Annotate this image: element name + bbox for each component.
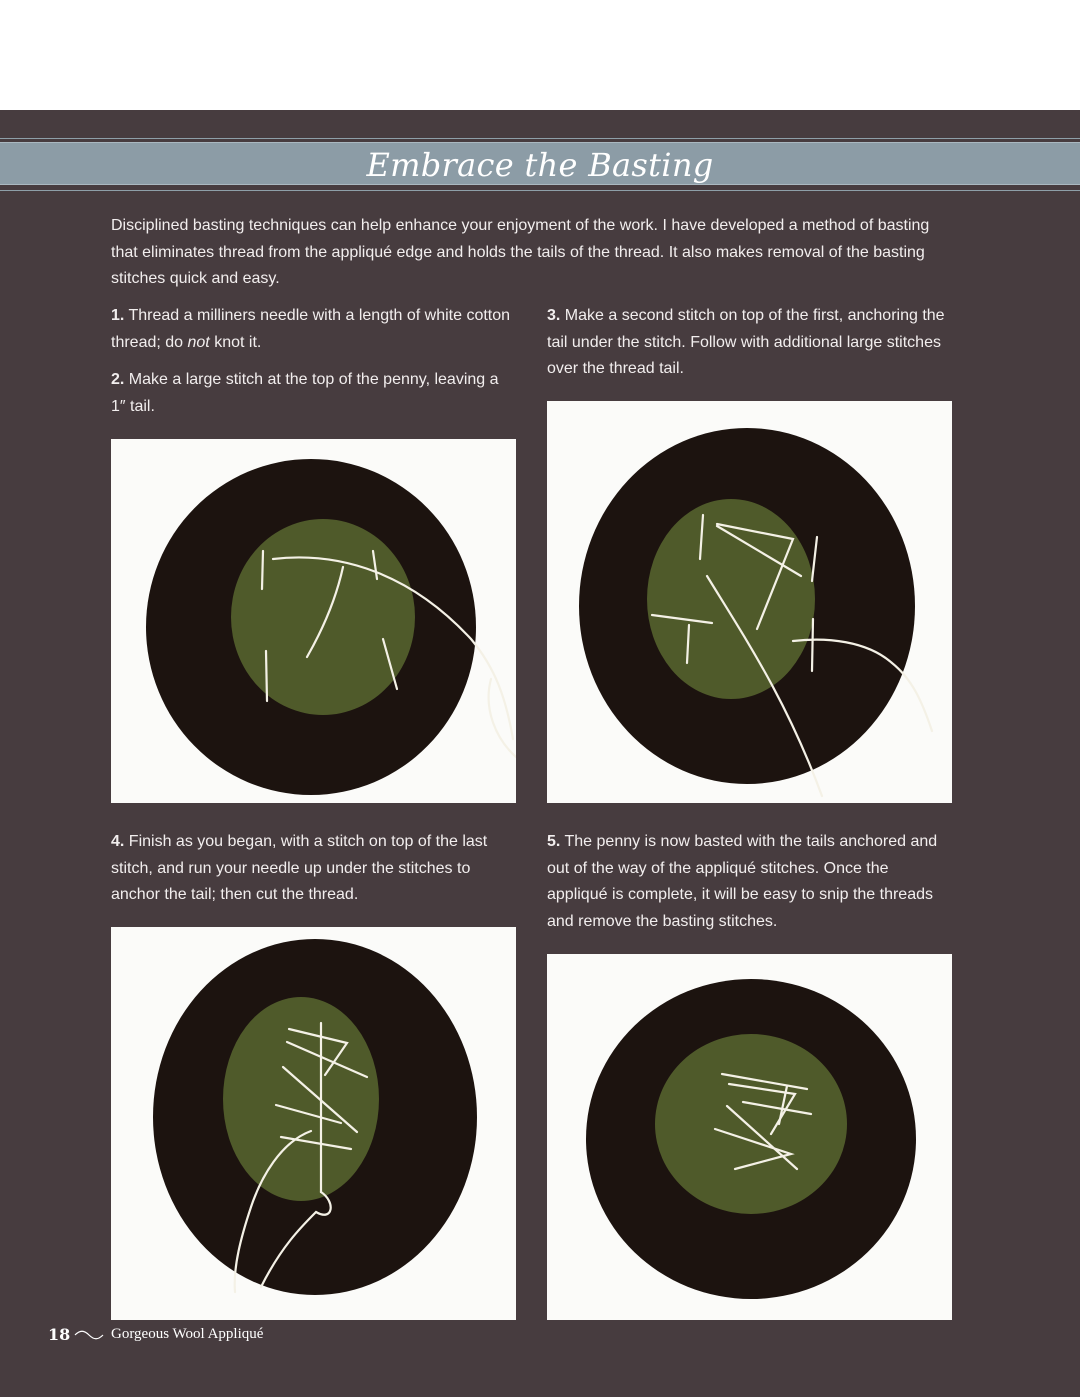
step-text: Finish as you began, with a stitch on top of the last stitch, and run your needle up under the stitches to anchor the tail; then cut the thread. [111, 833, 488, 903]
running-footer-title: Gorgeous Wool Appliqué [111, 1326, 264, 1342]
step-number: 2. [111, 371, 125, 388]
step-emphasis: not [187, 333, 210, 351]
step-5 [547, 829, 947, 935]
page-number: 18 [48, 1325, 71, 1344]
swash-ornament-icon [74, 1329, 104, 1341]
step-text: Thread a milliners needle with a length of white cotton thread; do [111, 307, 511, 351]
banner-rule-bottom [0, 190, 1080, 191]
step-text: knot it. [209, 333, 262, 351]
step-3 [547, 303, 947, 383]
step-number: 3. [547, 307, 561, 324]
step-text: Make a large stitch at the top of the penny, leaving a 1″ tail. [111, 371, 499, 415]
photo-step-4 [111, 927, 516, 1320]
photo-step-3 [547, 401, 952, 803]
photo-step-5 [547, 954, 952, 1320]
page-title: Embrace the Basting [366, 146, 714, 184]
photo-step-2 [111, 439, 516, 803]
step-2 [111, 367, 511, 420]
intro-paragraph: Disciplined basting techniques can help enhance your enjoyment of the work. I have developed a method of basting that eliminates thread from the appliqué edge and holds the tails of the thread. It also makes removal of the basting stitches quick and easy. [111, 217, 930, 287]
step-text: The penny is now basted with the tails anchored and out of the way of the appliqué stitches. Once the appliqué is complete, it will be easy to snip the threads and remove the basting stitches. [547, 833, 938, 930]
step-number: 1. [111, 307, 125, 324]
step-4 [111, 829, 511, 909]
banner-rule-top [0, 138, 1080, 139]
step-number: 5. [547, 833, 561, 850]
step-1 [111, 303, 511, 356]
step-number: 4. [111, 833, 125, 850]
step-text: Make a second stitch on top of the first, anchoring the tail under the stitch. Follow with additional large stitches over the thread tail. [547, 307, 945, 377]
